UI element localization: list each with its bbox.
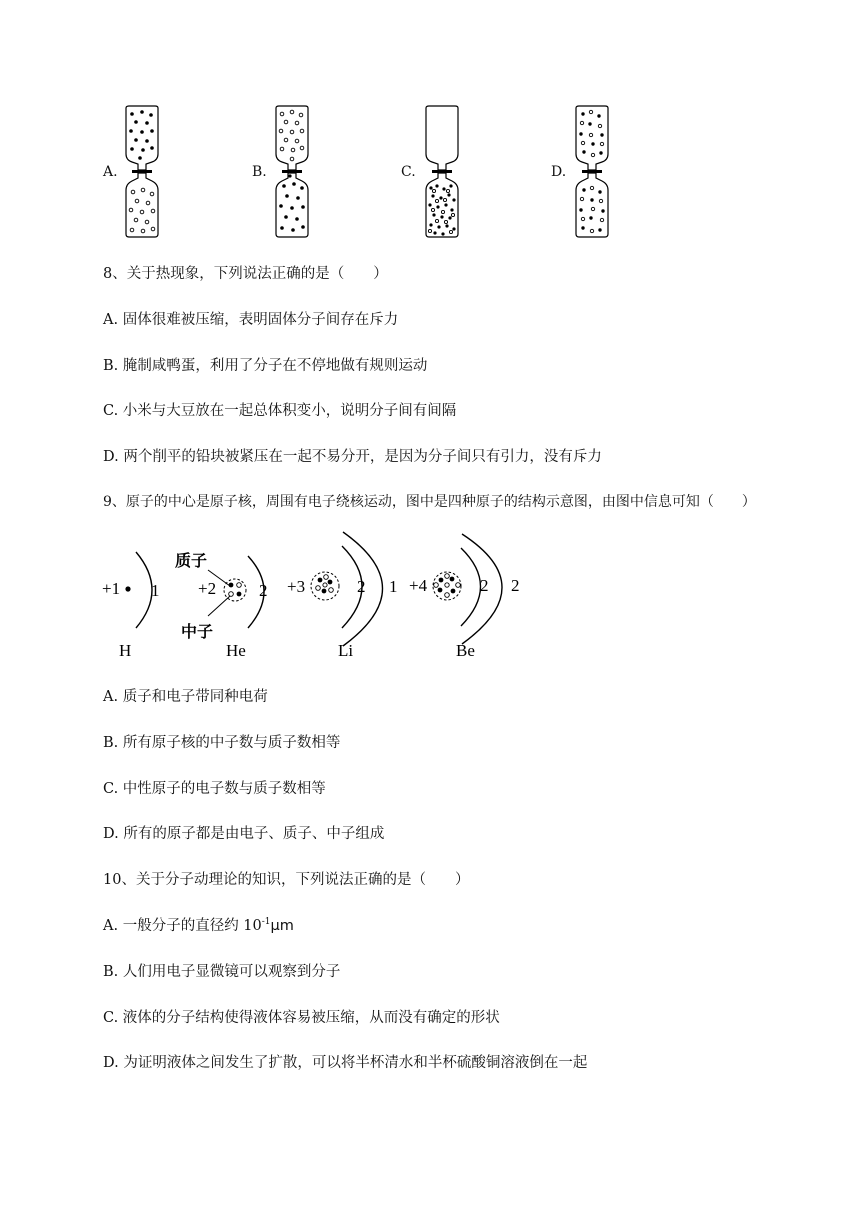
q10-stem: 10、关于分子动理论的知识，下列说法正确的是（ ） [103, 872, 470, 888]
atom-be-shell-2: 2 [511, 576, 520, 595]
q9-stem: 9、原子的中心是原子核，周围有电子绕核运动，图中是四种原子的结构示意图，由图中信息可知（ ） [103, 494, 756, 510]
proton-label: 质子 [175, 551, 208, 570]
atom-li-shell-2: 1 [389, 577, 398, 596]
atom-h [102, 552, 160, 660]
q9-option-c[interactable]: C. 中性原子的电子数与质子数相等 [103, 781, 326, 797]
q7-option-c-label: C. [401, 164, 416, 180]
q7-option-d-label: D. [551, 164, 567, 180]
q7-option-b-label: B. [252, 164, 267, 180]
atom-be-shell-1: 2 [480, 576, 489, 595]
q7-option-a-label: A. [103, 164, 118, 180]
atom-he-charge: +2 [198, 579, 217, 598]
q10-option-d[interactable]: D. 为证明液体之间发生了扩散，可以将半杯清水和半杯硫酸铜溶液倒在一起 [103, 1055, 588, 1071]
q8-option-b[interactable]: B. 腌制咸鸭蛋，利用了分子在不停地做有规则运动 [103, 358, 428, 374]
atom-be [409, 534, 520, 660]
atom-he [175, 551, 268, 660]
q7-option-d-bottles [572, 104, 612, 240]
atom-li-symbol: Li [338, 641, 354, 660]
q7-option-a-bottles [122, 104, 162, 240]
atom-structure-figure [100, 528, 540, 668]
q7-option-b-bottles [272, 104, 312, 240]
atom-h-shell-1: 1 [151, 581, 160, 600]
q7-option-c-bottles [422, 104, 462, 240]
atom-li-charge: +3 [287, 577, 306, 596]
atom-he-shell-1: 2 [259, 581, 268, 600]
q9-option-b[interactable]: B. 所有原子核的中子数与质子数相等 [103, 735, 341, 751]
q8-option-c[interactable]: C. 小米与大豆放在一起总体积变小，说明分子间有间隔 [103, 403, 457, 419]
atom-be-charge: +4 [409, 576, 428, 595]
q8-stem: 8、关于热现象，下列说法正确的是（ ） [103, 266, 388, 282]
q9-option-d[interactable]: D. 所有的原子都是由电子、质子、中子组成 [103, 826, 385, 842]
atom-h-symbol: H [119, 641, 132, 660]
q10-option-a-unit: μm [270, 918, 294, 934]
q8-option-a[interactable]: A. 固体很难被压缩，表明固体分子间存在斥力 [103, 312, 399, 328]
q10-option-a[interactable] [103, 914, 294, 935]
atom-he-symbol: He [226, 641, 246, 660]
q10-option-a-exponent: -1 [261, 917, 271, 928]
atom-be-symbol: Be [456, 641, 475, 660]
atom-li-shell-1: 2 [357, 577, 366, 596]
q8-option-d[interactable]: D. 两个削平的铅块被紧压在一起不易分开，是因为分子间只有引力，没有斥力 [103, 449, 602, 465]
q9-option-a[interactable]: A. 质子和电子带同种电荷 [103, 689, 268, 705]
q10-option-a-text: A. 一般分子的直径约 10 [103, 918, 262, 934]
atom-h-charge: +1 [102, 579, 121, 598]
neutron-label: 中子 [181, 622, 214, 641]
atom-li [287, 532, 398, 660]
q10-option-c[interactable]: C. 液体的分子结构使得液体容易被压缩，从而没有确定的形状 [103, 1010, 500, 1026]
q10-option-b[interactable]: B. 人们用电子显微镜可以观察到分子 [103, 964, 341, 980]
